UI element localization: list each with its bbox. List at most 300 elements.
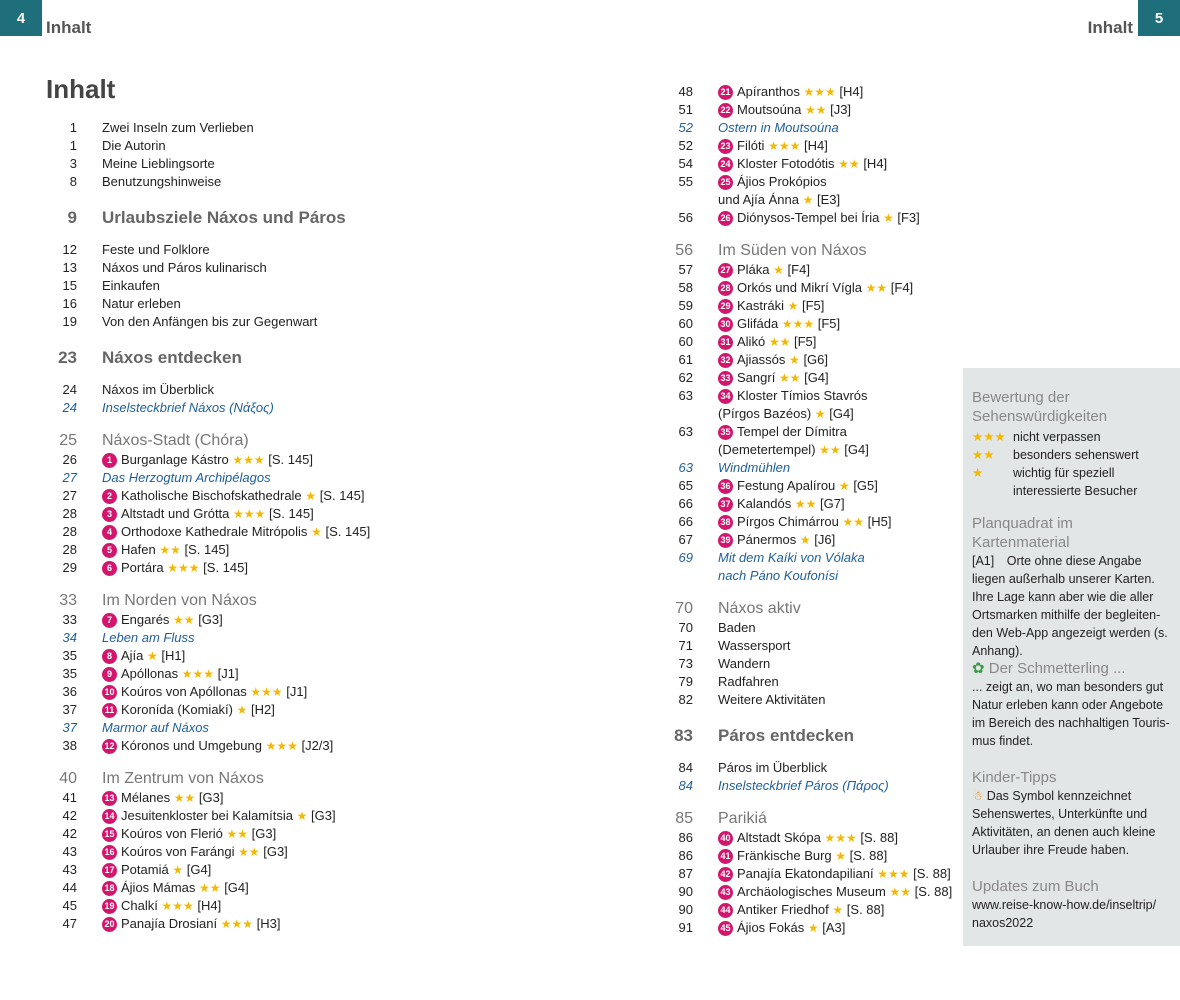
sight-number-marker: 37 (718, 497, 733, 512)
page-number: 43 (62, 844, 77, 859)
toc-entry[interactable] (662, 261, 962, 279)
rating-stars: ★★ (865, 281, 888, 295)
toc-entry[interactable] (662, 119, 962, 137)
toc-entry[interactable] (46, 313, 466, 331)
chapter-heading[interactable] (46, 347, 466, 369)
chapter-heading[interactable] (46, 207, 466, 229)
entry-text (718, 297, 824, 315)
map-reference: [G6] (803, 352, 829, 367)
section-heading[interactable] (46, 769, 466, 789)
sight-number-marker: 42 (718, 867, 733, 882)
entry-title: Im Norden von Náxos (102, 592, 257, 609)
toc-entry[interactable] (46, 155, 466, 173)
rating-legend-row (972, 482, 1172, 500)
toc-entry[interactable] (46, 295, 466, 313)
entry-text (718, 637, 790, 655)
page-number: 42 (62, 826, 77, 841)
toc-entry[interactable] (662, 691, 962, 709)
page-number: 55 (678, 174, 693, 189)
sight-number-marker: 9 (102, 667, 117, 682)
entry-text (102, 701, 275, 719)
toc-entry[interactable] (662, 673, 962, 691)
child-icon: ☃ (972, 789, 984, 803)
entry-text (718, 191, 840, 209)
toc-entry[interactable] (662, 83, 962, 101)
page-number: 1 (69, 138, 77, 153)
toc-entry[interactable] (46, 173, 466, 191)
toc-entry[interactable] (662, 333, 962, 351)
toc-entry[interactable] (46, 505, 466, 523)
entry-text (718, 549, 865, 567)
rating-stars: ★★ (159, 543, 181, 557)
page-number: 54 (678, 156, 693, 171)
map-reference: [G5] (853, 478, 878, 493)
toc-entry[interactable] (662, 883, 962, 901)
rating-stars: ★★★ (233, 507, 266, 521)
sight-number-marker: 32 (718, 353, 733, 368)
entry-title: Kloster Fotodótis (737, 156, 835, 171)
toc-entry[interactable] (662, 209, 962, 227)
entry-text (102, 469, 271, 487)
rating-description: nicht verpassen (1013, 430, 1101, 444)
toc-entry[interactable] (46, 559, 466, 577)
entry-title: Filóti (737, 138, 765, 153)
rating-stars: ★ (835, 849, 847, 863)
toc-entry[interactable] (46, 825, 466, 843)
page-number: 8 (69, 174, 77, 189)
rating-stars: ★★★ (265, 739, 298, 753)
entry-title: Ajía (121, 648, 144, 663)
entry-title: Wandern (718, 656, 771, 671)
toc-entry[interactable] (662, 155, 962, 173)
entry-text (102, 665, 239, 683)
grid-title: Planquadrat im Kartenmaterial (972, 515, 1073, 551)
toc-entry[interactable] (662, 513, 962, 531)
page-number: 47 (62, 916, 77, 931)
toc-entry[interactable] (662, 191, 962, 209)
entry-text (718, 423, 847, 441)
entry-text (102, 879, 249, 897)
entry-title: Hafen (121, 542, 156, 557)
sight-number-marker: 34 (718, 389, 733, 404)
rating-stars: ★ (773, 263, 784, 277)
sight-number-marker: 3 (102, 507, 117, 522)
entry-title: Jesuitenkloster bei Kalamítsia (121, 808, 293, 823)
entry-text (718, 495, 845, 513)
sight-number-marker: 20 (102, 917, 117, 932)
entry-title: Marmor auf Náxos (102, 720, 209, 735)
toc-entry[interactable] (46, 789, 466, 807)
entry-title: Parikiá (718, 810, 767, 827)
page-number: 26 (62, 452, 77, 467)
sight-number-marker: 26 (718, 211, 733, 226)
entry-text (718, 261, 810, 279)
map-reference: [H5] (867, 514, 892, 529)
rating-description: besonders sehenswert (1013, 448, 1139, 462)
map-reference: [G4] (186, 862, 212, 877)
page-number: 82 (678, 692, 693, 707)
section-heading[interactable] (662, 599, 962, 619)
page-number: 33 (62, 612, 77, 627)
rating-stars: ★ (799, 533, 811, 547)
page-number: 12 (62, 242, 77, 257)
entry-title: Baden (718, 620, 756, 635)
entry-text (102, 719, 209, 737)
entry-text (718, 619, 756, 637)
toc-entry[interactable] (662, 315, 962, 333)
entry-title: Katholische Bischofskathedrale (121, 488, 302, 503)
entry-text (718, 673, 779, 691)
entry-title: Chalkí (121, 898, 158, 913)
entry-title: Windmühlen (718, 460, 791, 475)
toc-entry[interactable] (46, 399, 466, 417)
info-sidebar (963, 368, 1180, 946)
toc-entry[interactable] (46, 541, 466, 559)
rating-stars: ★ (814, 407, 826, 421)
rating-description: wichtig für speziell (1013, 466, 1115, 480)
entry-text (102, 897, 221, 915)
map-reference: [G3] (263, 844, 288, 859)
entry-text (102, 611, 223, 629)
toc-entry[interactable] (46, 683, 466, 701)
page-number: 83 (674, 726, 693, 745)
toc-entry[interactable] (662, 777, 962, 795)
rating-stars: ★★★ (181, 667, 215, 681)
toc-entry[interactable] (46, 469, 466, 487)
entry-title: Kastráki (737, 298, 784, 313)
section-heading[interactable] (46, 591, 466, 611)
page-number-tab-left: 4 (0, 0, 42, 36)
toc-entry[interactable] (662, 279, 962, 297)
toc-entry[interactable] (46, 647, 466, 665)
toc-entry[interactable] (46, 665, 466, 683)
rating-stars: ★★ (972, 448, 995, 462)
entry-title: Kalandós (737, 496, 792, 511)
page-number: 56 (675, 242, 693, 259)
map-reference: [S. 145] (203, 560, 248, 575)
running-header-left: Inhalt (46, 18, 92, 37)
butterfly-text: ... zeigt an, wo man besonders gut Natur erleben kann oder Angebote im Bereich des nachhaltigen Touris-mus findet. (972, 680, 1170, 748)
entry-title: Orkós und Mikrí Vígla (737, 280, 862, 295)
entry-text (718, 883, 952, 901)
page-number: 43 (62, 862, 77, 877)
map-reference: [G4] (224, 880, 249, 895)
entry-title: Feste und Folklore (102, 242, 210, 257)
page-number: 57 (678, 262, 693, 277)
entry-title: Urlaubsziele Náxos und Páros (102, 208, 346, 227)
toc-entry[interactable] (662, 901, 962, 919)
rating-stars: ★ (147, 649, 158, 663)
sight-number-marker: 24 (718, 157, 733, 172)
rating-stars: ★★★ (232, 453, 265, 467)
toc-entry[interactable] (662, 919, 962, 937)
toc-entry[interactable] (46, 487, 466, 505)
toc-entry[interactable] (662, 387, 962, 405)
page-number: 60 (678, 334, 693, 349)
entry-text (718, 477, 878, 495)
entry-title: Ájios Prokópios (737, 174, 827, 189)
map-reference: [H2] (251, 702, 275, 717)
toc-entry[interactable] (662, 137, 962, 155)
entry-title: Panajía Drosianí (121, 916, 218, 931)
toc-entry[interactable] (662, 101, 962, 119)
sight-number-marker: 18 (102, 881, 117, 896)
rating-stars: ★★★ (824, 831, 857, 845)
toc-entry[interactable] (46, 719, 466, 737)
rating-stars: ★★ (778, 371, 801, 385)
page-number: 16 (62, 296, 77, 311)
map-reference: [S. 145] (184, 542, 230, 557)
entry-text (718, 759, 827, 777)
toc-entry[interactable] (46, 241, 466, 259)
grid-text: [A1] Orte ohne diese Angabe liegen außerhalb unserer Karten. Ihre Lage kann aber wie die aller Ortsmarken mithilfe der begleiten-den Web-App angezeigt werden (s. Anhang). (972, 554, 1168, 658)
page-number: 37 (62, 720, 77, 735)
toc-entry[interactable] (46, 843, 466, 861)
toc-entry[interactable] (662, 619, 962, 637)
entry-title: (Demetertempel) (718, 442, 816, 457)
entry-title: Diónysos-Tempel bei Íria (737, 210, 880, 225)
entry-text (102, 559, 248, 577)
rating-stars: ★★ (838, 157, 860, 171)
toc-entry[interactable] (662, 297, 962, 315)
entry-text (102, 259, 267, 277)
entry-title: Páros entdecken (718, 726, 855, 745)
toc-entry[interactable] (662, 829, 962, 847)
entry-text (102, 173, 221, 191)
page-number: 63 (678, 460, 693, 475)
entry-title: (Pírgos Bazéos) (718, 406, 812, 421)
map-reference: [G3] (311, 808, 336, 823)
toc-entry[interactable] (46, 701, 466, 719)
toc-entry[interactable] (46, 611, 466, 629)
toc-entry[interactable] (46, 137, 466, 155)
entry-title: Benutzungshinweise (102, 174, 222, 189)
entry-title: nach Páno Koufonísi (718, 568, 838, 583)
sight-number-marker: 38 (718, 515, 733, 530)
chapter-heading[interactable] (662, 725, 962, 747)
page-title: Inhalt (46, 74, 116, 104)
rating-stars: ★ (787, 299, 799, 313)
rating-legend-row (972, 464, 1172, 482)
entry-text (718, 599, 801, 619)
sight-number-marker: 14 (102, 809, 117, 824)
map-reference: [H4] (197, 898, 222, 913)
entry-text (718, 655, 770, 673)
entry-text (102, 347, 242, 369)
entry-title: Ajiassós (737, 352, 786, 367)
rating-stars: ★ (807, 921, 819, 935)
page-number: 63 (678, 424, 693, 439)
entry-text (102, 825, 276, 843)
entry-text (102, 451, 313, 469)
entry-text (718, 405, 854, 423)
entry-text (102, 769, 264, 789)
rating-stars: ★★ (226, 827, 249, 841)
toc-entry[interactable] (662, 495, 962, 513)
running-header-right: Inhalt (1087, 18, 1133, 37)
entry-title: Festung Apalírou (737, 478, 836, 493)
page-number: 34 (62, 630, 77, 645)
rating-stars: ★★ (768, 335, 791, 349)
toc-entry[interactable] (662, 531, 962, 549)
section-heading[interactable] (46, 431, 466, 451)
toc-entry[interactable] (46, 879, 466, 897)
entry-title: Náxos-Stadt (Chóra) (102, 432, 249, 449)
page-number: 86 (678, 848, 693, 863)
toc-entry[interactable] (662, 655, 962, 673)
section-heading[interactable] (662, 809, 962, 829)
entry-title: Páros im Überblick (718, 760, 828, 775)
entry-title: Apíranthos (737, 84, 800, 99)
rating-stars: ★ (802, 193, 814, 207)
map-reference: [G4] (829, 406, 854, 421)
toc-entry[interactable] (662, 567, 962, 585)
entry-text (718, 351, 828, 369)
entry-title: Alikó (737, 334, 766, 349)
sight-number-marker: 25 (718, 175, 733, 190)
entry-title: Náxos aktiv (718, 600, 801, 617)
rating-legend (972, 428, 1172, 500)
toc-entry[interactable] (46, 897, 466, 915)
toc-entry[interactable] (662, 369, 962, 387)
map-reference: [J1] (217, 666, 239, 681)
page-number: 15 (62, 278, 77, 293)
entry-text (718, 865, 951, 883)
sight-number-marker: 33 (718, 371, 733, 386)
toc-entry[interactable] (662, 477, 962, 495)
entry-title: Kóronos und Umgebung (121, 738, 262, 753)
entry-text (102, 523, 370, 541)
toc-entry[interactable] (662, 847, 962, 865)
rating-stars: ★ (882, 211, 894, 225)
map-reference: [S. 88] (913, 866, 951, 881)
page-number: 62 (678, 370, 693, 385)
rating-stars: ★★ (173, 791, 196, 805)
map-reference: [H1] (161, 648, 186, 663)
toc-entry[interactable] (46, 737, 466, 755)
rating-stars: ★★ (804, 103, 827, 117)
toc-entry[interactable] (662, 441, 962, 459)
sight-number-marker: 19 (102, 899, 117, 914)
entry-text (102, 381, 214, 399)
page-number: 79 (678, 674, 693, 689)
sight-number-marker: 6 (102, 561, 117, 576)
map-reference: [A3] (822, 920, 846, 935)
entry-title: Altstadt und Grótta (121, 506, 230, 521)
toc-entry[interactable] (662, 549, 962, 567)
entry-text (102, 789, 223, 807)
sight-number-marker: 22 (718, 103, 733, 118)
sight-number-marker: 1 (102, 453, 117, 468)
toc-entry[interactable] (662, 865, 962, 883)
toc-entry[interactable] (662, 637, 962, 655)
sight-number-marker: 7 (102, 613, 117, 628)
entry-title: Altstadt Skópa (737, 830, 821, 845)
toc-entry[interactable] (662, 423, 962, 441)
page-number: 45 (62, 898, 77, 913)
rating-stars: ★★★ (161, 899, 194, 913)
toc-entry[interactable] (662, 173, 962, 191)
page-number: 37 (62, 702, 77, 717)
entry-text (718, 241, 867, 261)
entry-title: Koúros von Apóllonas (121, 684, 247, 699)
toc-entry[interactable] (46, 915, 466, 933)
toc-entry[interactable] (46, 523, 466, 541)
rating-stars: ★ (838, 479, 850, 493)
entry-title: Inselsteckbrief Náxos (Νάξος) (102, 400, 274, 415)
toc-entry[interactable] (46, 807, 466, 825)
entry-title: Panajía Ekatondapilianí (737, 866, 874, 881)
page-number: 51 (678, 102, 693, 117)
toc-entry[interactable] (662, 405, 962, 423)
entry-text (718, 901, 884, 919)
entry-title: Meine Lieblingsorte (102, 156, 215, 171)
page-number: 70 (678, 620, 693, 635)
toc-entry[interactable] (46, 277, 466, 295)
map-reference: [S. 88] (860, 830, 898, 845)
entry-text (718, 315, 840, 333)
sight-number-marker: 2 (102, 489, 117, 504)
page-number-tab-right: 5 (1138, 0, 1180, 36)
toc-entry[interactable] (46, 259, 466, 277)
page-number: 87 (678, 866, 693, 881)
sight-number-marker: 8 (102, 649, 117, 664)
entry-text (718, 459, 790, 477)
entry-text (718, 155, 887, 173)
entry-text (102, 541, 229, 559)
toc-entry[interactable] (46, 381, 466, 399)
rating-description: interessierte Besucher (1013, 484, 1138, 498)
toc-entry[interactable] (46, 629, 466, 647)
page-number: 1 (69, 120, 77, 135)
map-reference: [E3] (816, 192, 841, 207)
entry-text (102, 629, 195, 647)
entry-text (718, 691, 825, 709)
map-reference: [F5] (817, 316, 841, 331)
toc-entry[interactable] (662, 759, 962, 777)
sight-number-marker: 36 (718, 479, 733, 494)
entry-title: Glifáda (737, 316, 779, 331)
sight-number-marker: 5 (102, 543, 117, 558)
rating-stars: ★★★ (250, 685, 283, 699)
updates-link[interactable]: www.reise-know-how.de/inseltrip/ naxos2022 (972, 898, 1157, 930)
page-number: 91 (678, 920, 693, 935)
map-reference: [G4] (844, 442, 869, 457)
section-heading[interactable] (662, 241, 962, 261)
toc-entry[interactable] (46, 119, 466, 137)
rating-stars: ★★★ (167, 561, 200, 575)
toc-entry[interactable] (662, 459, 962, 477)
rating-stars: ★★★ (781, 317, 815, 331)
entry-title: Ájios Fokás (737, 920, 805, 935)
toc-entry[interactable] (46, 861, 466, 879)
entry-text (718, 83, 863, 101)
entry-text (102, 683, 307, 701)
map-reference: [G3] (251, 826, 277, 841)
entry-text (718, 777, 889, 795)
sight-number-marker: 29 (718, 299, 733, 314)
entry-text (102, 119, 254, 137)
toc-entry[interactable] (46, 451, 466, 469)
entry-text (718, 279, 913, 297)
toc-entry[interactable] (662, 351, 962, 369)
entry-title: und Ajía Ánna (718, 192, 799, 207)
map-reference: [H3] (256, 916, 281, 931)
rating-stars: ★★★ (877, 867, 910, 881)
page-number: 69 (678, 550, 693, 565)
entry-title: Koúros von Flerió (121, 826, 223, 841)
page-number: 9 (67, 208, 77, 227)
